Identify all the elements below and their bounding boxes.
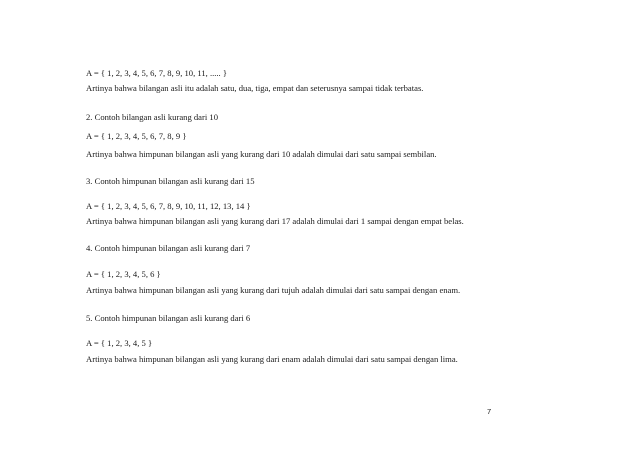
example-heading: 2. Contoh bilangan asli kurang dari 10 [86, 112, 218, 122]
example-heading: 3. Contoh himpunan bilangan asli kurang dari 15 [86, 176, 255, 186]
set-notation-line: A = { 1, 2, 3, 4, 5, 6, 7, 8, 9, 10, 11, ..... } [86, 68, 227, 78]
explanation-line: Artinya bahwa himpunan bilangan asli yang kurang dari 17 adalah dimulai dari 1 sampai dengan empat belas. [86, 216, 464, 226]
explanation-line: Artinya bahwa himpunan bilangan asli yang kurang dari 10 adalah dimulai dari satu sampai sembilan. [86, 149, 437, 159]
set-notation-line: A = { 1, 2, 3, 4, 5, 6, 7, 8, 9 } [86, 131, 187, 141]
page-number: 7 [487, 407, 492, 416]
set-notation-line: A = { 1, 2, 3, 4, 5, 6, 7, 8, 9, 10, 11, 12, 13, 14 } [86, 201, 251, 211]
explanation-line: Artinya bahwa himpunan bilangan asli yang kurang dari enam adalah dimulai dari satu sampai dengan lima. [86, 354, 458, 364]
explanation-line: Artinya bahwa bilangan asli itu adalah satu, dua, tiga, empat dan seterusnya sampai tidak terbatas. [86, 83, 424, 93]
example-heading: 4. Contoh himpunan bilangan asli kurang dari 7 [86, 243, 251, 253]
set-notation-line: A = { 1, 2, 3, 4, 5, 6 } [86, 269, 161, 279]
set-notation-line: A = { 1, 2, 3, 4, 5 } [86, 338, 153, 348]
example-heading: 5. Contoh himpunan bilangan asli kurang dari 6 [86, 313, 251, 323]
explanation-line: Artinya bahwa himpunan bilangan asli yang kurang dari tujuh adalah dimulai dari satu sampai dengan enam. [86, 285, 461, 295]
